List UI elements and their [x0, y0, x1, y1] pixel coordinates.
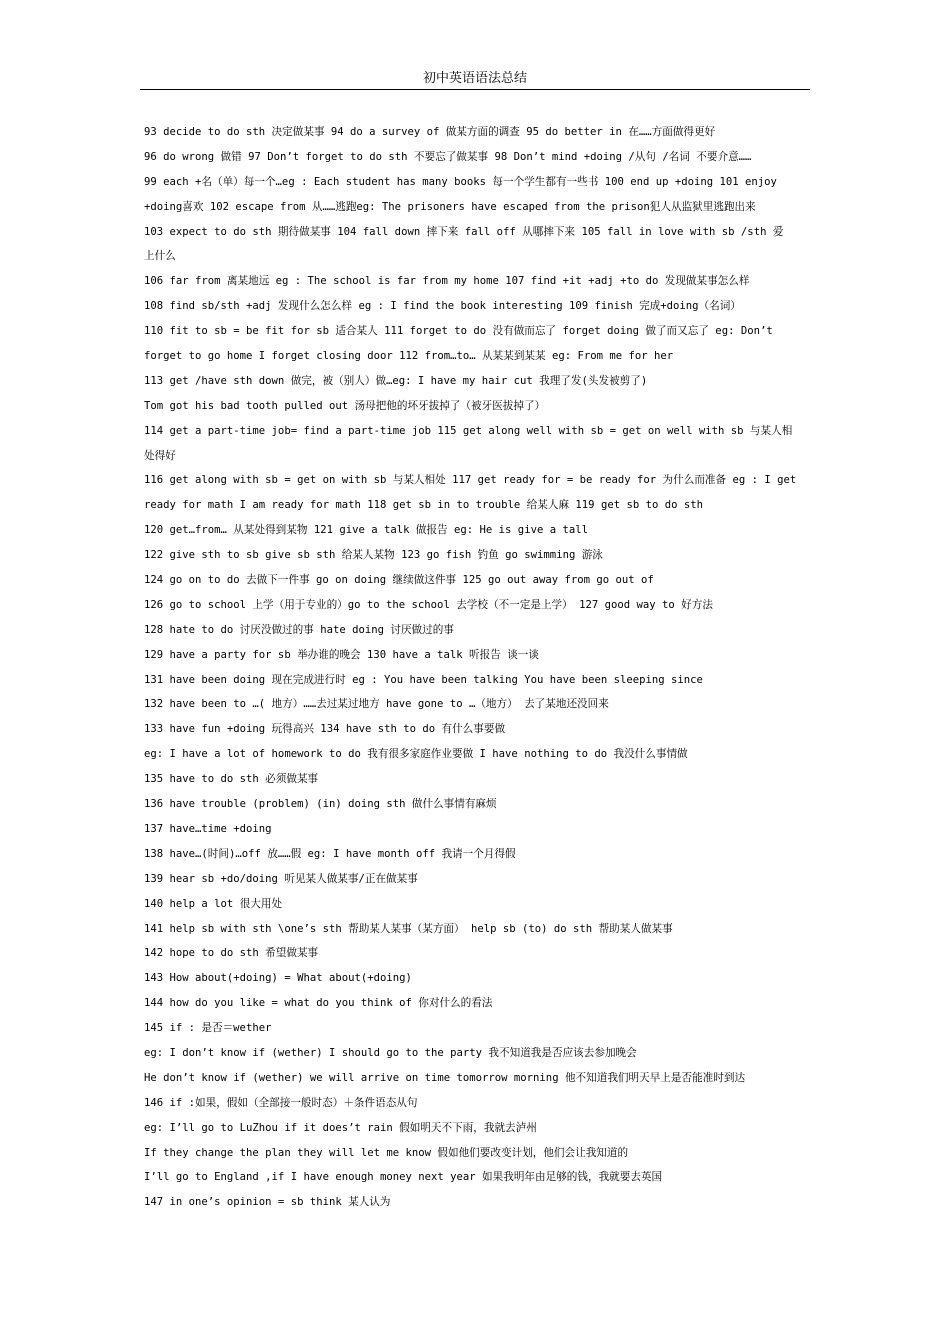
text-line: 上什么: [144, 250, 176, 263]
text-line: 122 give sth to sb give sb sth 给某人某物 123 go fish 钓鱼 go swimming 游泳: [144, 549, 603, 562]
text-line: 103 expect to do sth 期待做某事 104 fall down 摔下来 fall off 从哪摔下来 105 fall in love with sb /sth 爱: [144, 225, 784, 238]
text-line: 146 if :如果，假如（全部接一般时态）＋条件语态从句: [144, 1096, 418, 1109]
document-body: [144, 120, 810, 1215]
text-line: 129 have a party for sb 举办谁的晚会 130 have a talk 听报告 谈一谈: [144, 648, 539, 661]
text-line: 145 if : 是否＝wether: [144, 1022, 272, 1035]
text-line: 99 each +名（单）每一个…eg : Each student has many books 每一个学生都有一些书 100 end up +doing 101 enjoy: [144, 175, 777, 188]
text-line: 131 have been doing 现在完成进行时 eg : You have been talking You have been sleeping since: [144, 673, 703, 686]
text-line: 128 hate to do 讨厌没做过的事 hate doing 讨厌做过的事: [144, 623, 454, 636]
text-line: 126 go to school 上学（用于专业的）go to the school 去学校（不一定是上学） 127 good way to 好方法: [144, 598, 713, 611]
text-line: 132 have been to …( 地方）……去过某过地方 have gone to …（地方） 去了某地还没回来: [144, 698, 609, 711]
text-line: 144 how do you like = what do you think of 你对什么的看法: [144, 997, 493, 1010]
text-line: 147 in one’s opinion = sb think 某人认为: [144, 1196, 391, 1209]
text-line: 135 have to do sth 必须做某事: [144, 773, 319, 786]
text-line: 113 get /have sth down 做完，被（别人）做…eg: I have my hair cut 我理了发(头发被剪了): [144, 374, 648, 387]
text-line: 133 have fun +doing 玩得高兴 134 have sth to do 有什么事要做: [144, 723, 506, 736]
text-line: 108 find sb/sth +adj 发现什么怎么样 eg : I find the book interesting 109 finish 完成+doing（名词）: [144, 300, 741, 313]
text-line: eg: I’ll go to LuZhou if it does’t rain 假如明天不下雨，我就去泸州: [144, 1121, 537, 1134]
text-line: 141 help sb with sth \one’s sth 帮助某人某事（某方面） help sb (to) do sth 帮助某人做某事: [144, 922, 673, 935]
text-line: ready for math I am ready for math 118 get sb in to trouble 给某人麻 119 get sb to do sth: [144, 499, 703, 512]
text-line: 140 help a lot 很大用处: [144, 897, 283, 910]
text-line: 139 hear sb +do/doing 听见某人做某事/正在做某事: [144, 872, 418, 885]
text-line: If they change the plan they will let me know 假如他们要改变计划，他们会让我知道的: [144, 1146, 629, 1159]
text-line: 137 have…time +doing: [144, 822, 272, 835]
text-line: Tom got his bad tooth pulled out 汤母把他的坏牙拔掉了（被牙医拔掉了）: [144, 399, 546, 412]
text-line: forget to go home I forget closing door 112 from…to… 从某某到某某 eg: From me for her: [144, 350, 674, 363]
text-line: +doing喜欢 102 escape from 从……逃跑eg: The prisoners have escaped from the prison犯人从监狱里逃跑出来: [144, 200, 756, 213]
text-line: eg: I don’t know if (wether) I should go to the party 我不知道我是否应该去参加晚会: [144, 1046, 637, 1059]
text-line: 142 hope to do sth 希望做某事: [144, 947, 319, 960]
page-header-title: 初中英语语法总结: [140, 70, 810, 90]
text-line: 96 do wrong 做错 97 Don’t forget to do sth 不要忘了做某事 98 Don’t mind +doing /从句 /名词 不要介意……: [144, 150, 752, 163]
text-line: 143 How about(+doing) = What about(+doing): [144, 972, 412, 985]
text-line: 处得好: [144, 449, 176, 462]
text-line: 110 fit to sb = be fit for sb 适合某人 111 forget to do 没有做而忘了 forget doing 做了而又忘了 eg: Don’t: [144, 325, 773, 338]
text-line: He don’t know if (wether) we will arrive on time tomorrow morning 他不知道我们明天早上是否能准时到达: [144, 1071, 746, 1084]
text-line: 106 far from 离某地远 eg : The school is far from my home 107 find +it +adj +to do 发现做某事怎么样: [144, 275, 750, 288]
text-line: 136 have trouble (problem) (in) doing sth 做什么事情有麻烦: [144, 798, 497, 811]
text-line: I’ll go to England ,if I have enough money next year 如果我明年由足够的钱，我就要去英国: [144, 1171, 663, 1184]
text-line: 124 go on to do 去做下一件事 go on doing 继续做这件事 125 go out away from go out of: [144, 574, 654, 587]
text-line: 114 get a part-time job= find a part-time job 115 get along well with sb = get on well with sb 与某人相: [144, 424, 793, 437]
text-line: 138 have…(时间)…off 放……假 eg: I have month off 我请一个月得假: [144, 847, 516, 860]
text-line: eg: I have a lot of homework to do 我有很多家庭作业要做 I have nothing to do 我没什么事情做: [144, 748, 688, 761]
text-line: 120 get…from… 从某处得到某物 121 give a talk 做报告 eg: He is give a tall: [144, 524, 588, 537]
text-line: 116 get along with sb = get on with sb 与某人相处 117 get ready for = be ready for 为什么而准备 eg : I get: [144, 474, 797, 487]
text-line: 93 decide to do sth 决定做某事 94 do a survey of 做某方面的调查 95 do better in 在……方面做得更好: [144, 126, 716, 138]
